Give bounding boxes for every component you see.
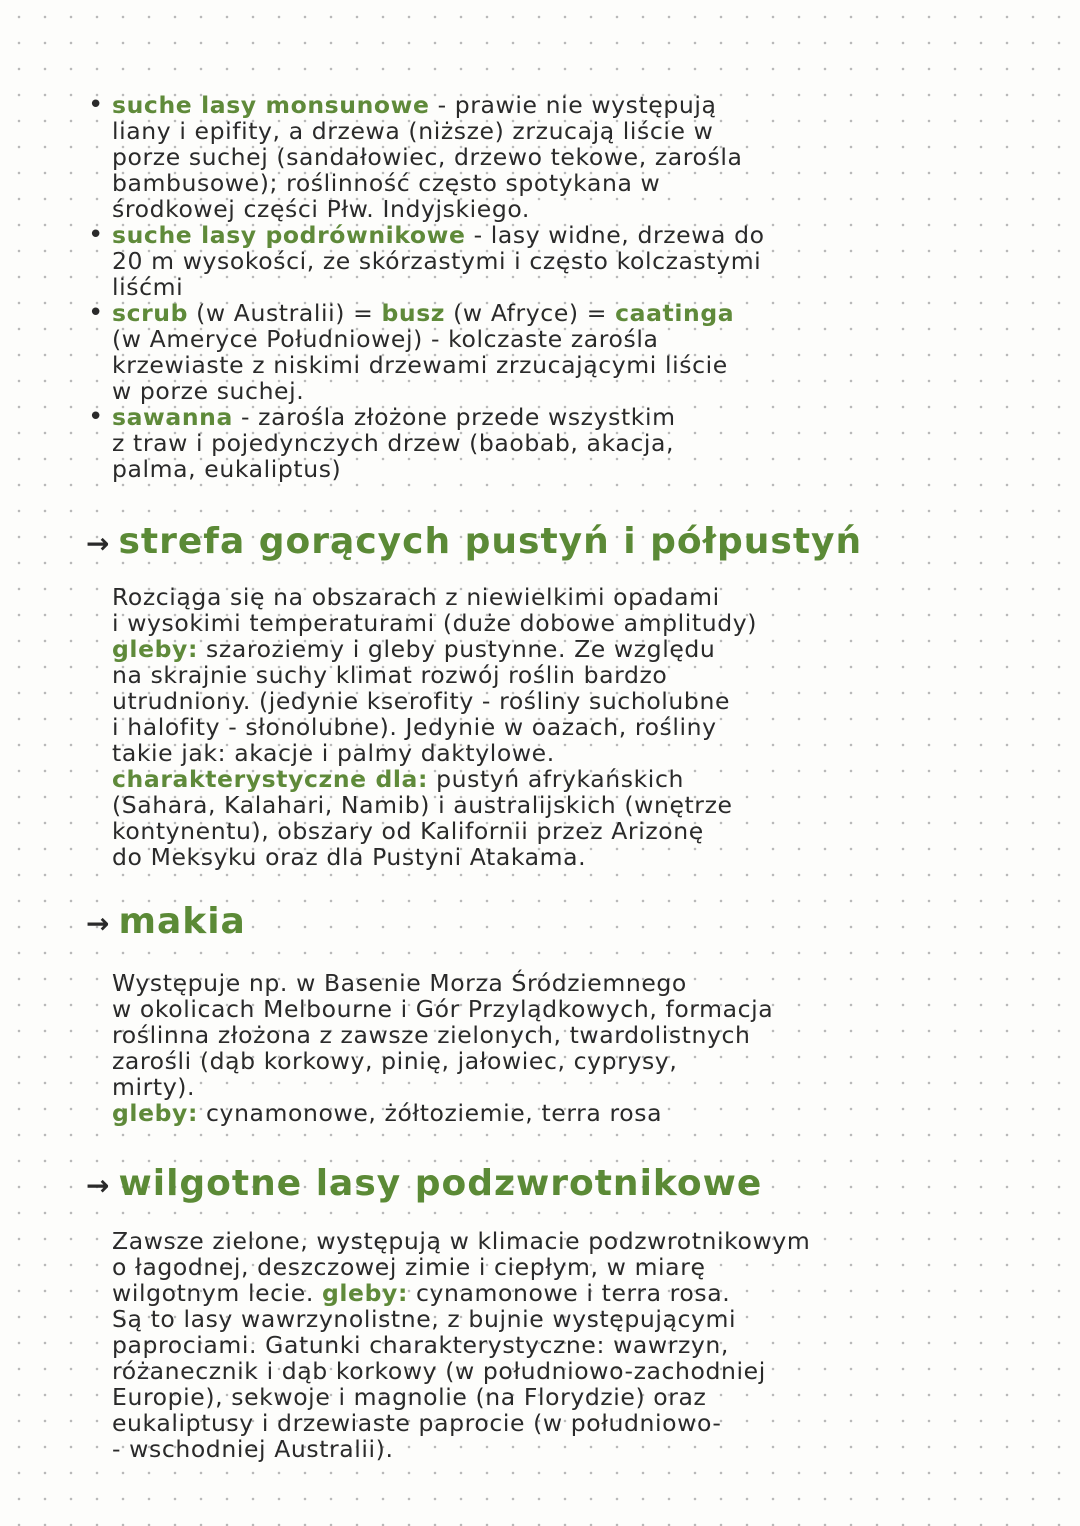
text-line: - wschodniej Australii). <box>112 1435 394 1463</box>
text-line: z traw i pojedynczych drzew (baobab, akacja, <box>112 429 675 457</box>
text-line: bambusowe); roślinność często spotykana w <box>112 169 661 197</box>
text-line: i halofity - słonolubne). Jedynie w oazach, rośliny <box>112 713 717 741</box>
bullet: • <box>88 90 104 120</box>
text-line: takie jak: akacje i palmy daktylowe. <box>112 739 555 767</box>
text-line: Występuje np. w Basenie Morza Śródziemnego <box>112 969 687 997</box>
arrow-right-icon: → <box>86 527 111 560</box>
term-highlight: suche lasy podrównikowe <box>112 221 466 249</box>
text-line: gleby: szaroziemy i gleby pustynne. Ze względu <box>112 635 716 663</box>
arrow-right-icon: → <box>86 907 111 940</box>
text-line: roślinna złożona z zawsze zielonych, twardolistnych <box>112 1021 751 1049</box>
text-line: kontynentu), obszary od Kalifornii przez Arizonę <box>112 817 704 845</box>
term-highlight: scrub <box>112 299 189 327</box>
text-line: mirty). <box>112 1073 196 1101</box>
bullet: • <box>88 402 104 432</box>
text-line: do Meksyku oraz dla Pustyni Atakama. <box>112 843 587 871</box>
text-line: liśćmi <box>112 273 184 301</box>
bullet: • <box>88 298 104 328</box>
text-line: utrudniony. (jedynie kserofity - rośliny sucholubne <box>112 687 730 715</box>
text-line: wilgotnym lecie. gleby: cynamonowe i terra rosa. <box>112 1279 731 1307</box>
text-line: Zawsze zielone, występują w klimacie podzwrotnikowym <box>112 1227 811 1255</box>
term-highlight: gleby: <box>112 1099 198 1127</box>
term-highlight: gleby: <box>321 1279 408 1307</box>
text-line: w porze suchej. <box>112 377 305 405</box>
text-line: paprociami. Gatunki charakterystyczne: wawrzyn, <box>112 1331 729 1359</box>
text-line: (Sahara, Kalahari, Namib) i australijskich (wnętrze <box>112 791 733 819</box>
arrow-right-icon: → <box>86 1169 111 1202</box>
term-highlight: suche lasy monsunowe <box>112 91 430 119</box>
text-line: gleby: cynamonowe, żółtoziemie, terra rosa <box>112 1099 663 1127</box>
text-line: • sawanna - zarośla złożone przede wszystkim <box>88 402 676 432</box>
section-heading: → makia <box>86 901 246 942</box>
text-line: • suche lasy podrównikowe - lasy widne, drzewa do <box>88 220 765 250</box>
section-heading: → strefa gorących pustyń i półpustyń <box>86 521 863 562</box>
text-line: liany i epifity, a drzewa (niższe) zrzucają liście w <box>112 117 714 145</box>
text-line: 20 m wysokości, ze skórzastymi i często kolczastymi <box>112 247 762 275</box>
term-highlight: sawanna <box>112 403 233 431</box>
text-line: w okolicach Melbourne i Gór Przylądkowych, formacja <box>112 995 774 1023</box>
text-line: • scrub (w Australii) = busz (w Afryce) = caatinga <box>88 298 735 328</box>
term-highlight: caatinga <box>615 299 735 327</box>
text-line: różanecznik i dąb korkowy (w południowo-zachodniej <box>112 1357 766 1385</box>
text-line: (w Ameryce Południowej) - kolczaste zarośla <box>112 325 659 353</box>
text-line: charakterystyczne dla: pustyń afrykańskich <box>112 765 684 793</box>
text-line: zarośli (dąb korkowy, pinię, jałowiec, cyprysy, <box>112 1047 678 1075</box>
term-highlight: charakterystyczne dla: <box>112 765 429 793</box>
text-line: środkowej części Płw. Indyjskiego. <box>112 195 531 223</box>
text-line: • suche lasy monsunowe - prawie nie występują <box>88 90 717 120</box>
text-line: palma, eukaliptus) <box>112 455 342 483</box>
text-line: krzewiaste z niskimi drzewami zrzucającymi liście <box>112 351 728 379</box>
bullet: • <box>88 220 104 250</box>
text-line: na skrajnie suchy klimat rozwój roślin bardzo <box>112 661 668 689</box>
text-line: Są to lasy wawrzynolistne, z bujnie występującymi <box>112 1305 737 1333</box>
text-line: Rozciąga się na obszarach z niewielkimi opadami <box>112 583 720 611</box>
term-highlight: busz <box>381 299 446 327</box>
text-line: i wysokimi temperaturami (duże dobowe amplitudy) <box>112 609 757 637</box>
text-line: porze suchej (sandałowiec, drzewo tekowe, zarośla <box>112 143 743 171</box>
text-line: Europie), sekwoje i magnolie (na Florydzie) oraz <box>112 1383 707 1411</box>
text-line: o łagodnej, deszczowej zimie i ciepłym, w miarę <box>112 1253 706 1281</box>
text-line: eukaliptusy i drzewiaste paprocie (w południowo- <box>112 1409 722 1437</box>
term-highlight: gleby: <box>112 635 198 663</box>
section-heading: → wilgotne lasy podzwrotnikowe <box>86 1163 763 1204</box>
